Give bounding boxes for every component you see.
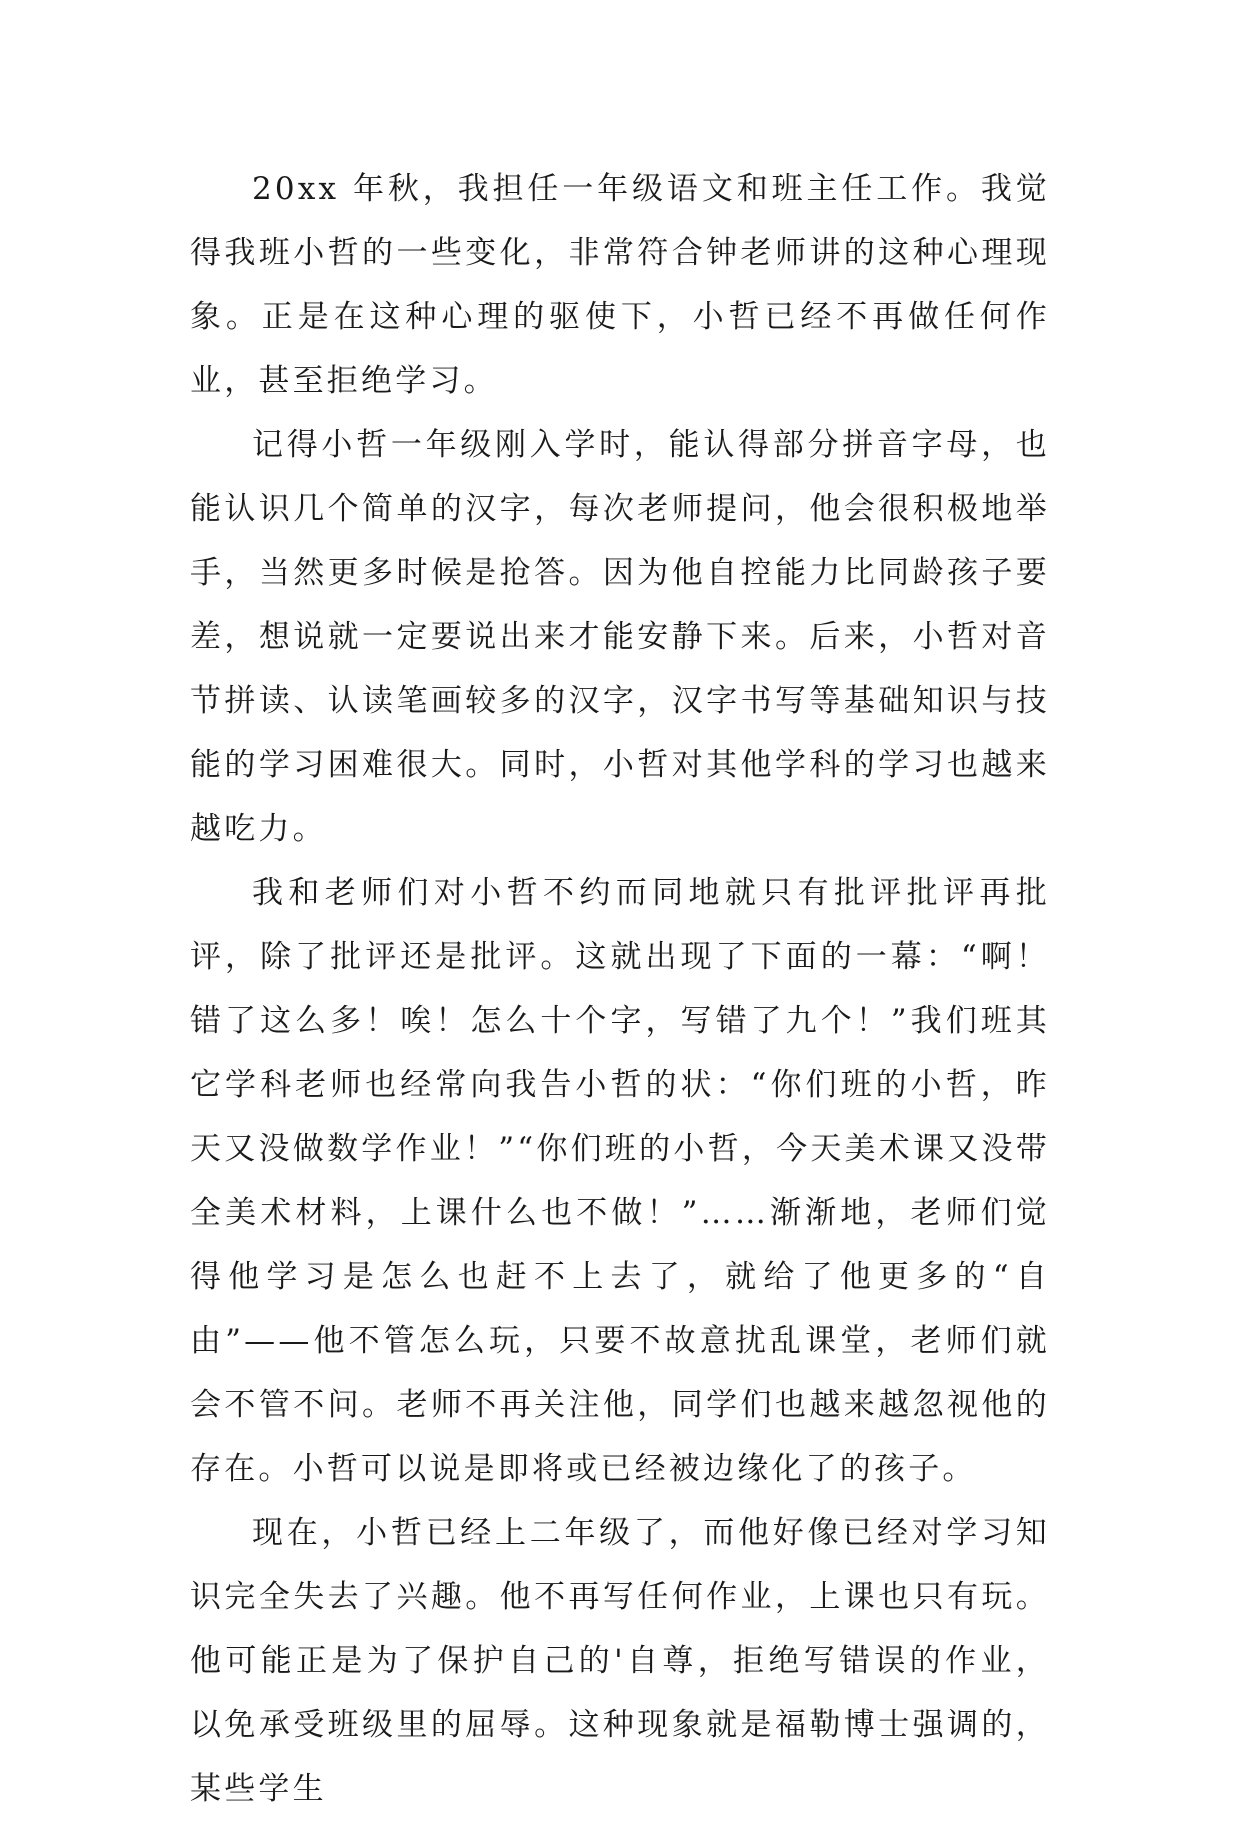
paragraph-1: 20xx 年秋，我担任一年级语文和班主任工作。我觉得我班小哲的一些变化，非常符合钟老师讲的这种心理现象。正是在这种心理的驱使下，小哲已经不再做任何作业，甚至拒绝学习。 (190, 171, 1050, 399)
paragraph-4: 现在，小哲已经上二年级了，而他好像已经对学习知识完全失去了兴趣。他不再写任何作业，上课也只有玩。他可能正是为了保护自己的'自尊，拒绝写错误的作业，以免承受班级里的屈辱。这种现象就是福勒博士强调的，某些学生 (190, 1515, 1050, 1807)
paragraph-3: 我和老师们对小哲不约而同地就只有批评批评再批评，除了批评还是批评。这就出现了下面的一幕：“啊！错了这么多！唉！怎么十个字，写错了九个！”我们班其它学科老师也经常向我告小哲的状：“你们班的小哲，昨天又没做数学作业！”“你们班的小哲，今天美术课又没带全美术材料，上课什么也不做！”……渐渐地，老师们觉得他学习是怎么也赶不上去了，就给了他更多的“自由”——他不管怎么玩，只要不故意扰乱课堂，老师们就会不管不问。老师不再关注他，同学们也越来越忽视他的存在。小哲可以说是即将或已经被边缘化了的孩子。 (190, 875, 1050, 1487)
paragraph-2: 记得小哲一年级刚入学时，能认得部分拼音字母，也能认识几个简单的汉字，每次老师提问，他会很积极地举手，当然更多时候是抢答。因为他自控能力比同龄孩子要差，想说就一定要说出来才能安静下来。后来，小哲对音节拼读、认读笔画较多的汉字，汉字书写等基础知识与技能的学习困难很大。同时，小哲对其他学科的学习也越来越吃力。 (190, 427, 1050, 847)
document-body (190, 157, 1050, 1821)
